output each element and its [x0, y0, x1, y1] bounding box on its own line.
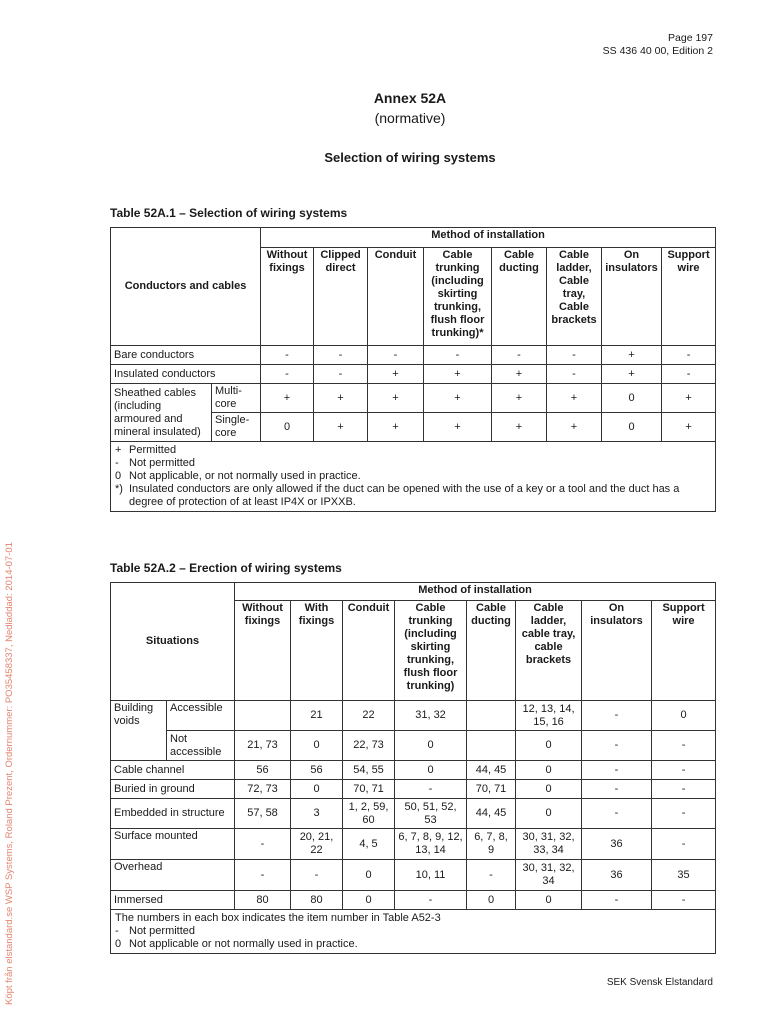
table-cell: 1, 2, 59, 60	[343, 799, 395, 829]
table-cell: -	[582, 761, 652, 780]
note-line	[115, 444, 711, 457]
table1-row-header: Conductors and cables	[111, 228, 261, 346]
table-cell: 0	[602, 413, 662, 442]
table-cell: 0	[516, 780, 582, 799]
table-cell: -	[582, 891, 652, 910]
note-text: Not permitted	[129, 925, 196, 937]
table-cell: 70, 71	[343, 780, 395, 799]
table-cell: -	[291, 860, 343, 891]
table-cell: -	[467, 860, 516, 891]
table-row	[111, 384, 716, 413]
row-label: Immersed	[111, 891, 235, 910]
table-row	[111, 731, 716, 761]
table-cell: -	[582, 799, 652, 829]
table2-col-header: On insulators	[582, 601, 652, 701]
table-row	[111, 780, 716, 799]
table-cell: -	[662, 346, 716, 365]
table-cell: 54, 55	[343, 761, 395, 780]
table-cell: 4, 5	[343, 829, 395, 860]
table-cell: +	[261, 384, 314, 413]
table-cell: -	[547, 346, 602, 365]
table-row	[111, 365, 716, 384]
note-symbol: 0	[115, 938, 122, 950]
note-text: Not applicable, or not normally used in practice.	[129, 470, 361, 482]
table2	[110, 582, 716, 954]
table-cell: 50, 51, 52, 53	[395, 799, 467, 829]
table-cell: -	[235, 860, 291, 891]
table-cell: 0	[291, 731, 343, 761]
table-cell: 56	[291, 761, 343, 780]
table-cell: +	[424, 365, 492, 384]
note-symbol: *)	[115, 483, 123, 495]
table2-col-header: Cable ducting	[467, 601, 516, 701]
table-cell: -	[582, 701, 652, 731]
table-cell: 10, 11	[395, 860, 467, 891]
row-label: Single-core	[212, 413, 261, 442]
table-cell: -	[582, 731, 652, 761]
table1-notes	[111, 442, 716, 512]
table-cell: 0	[261, 413, 314, 442]
table-cell: -	[314, 365, 368, 384]
table-cell: 70, 71	[467, 780, 516, 799]
annex-title: Annex 52A	[373, 90, 447, 106]
annex-subtitle: (normative)	[374, 110, 446, 126]
note-line	[115, 457, 711, 470]
table-cell: 0	[516, 761, 582, 780]
table2-col-header: Support wire	[652, 601, 716, 701]
table-cell: -	[547, 365, 602, 384]
table-cell: +	[547, 384, 602, 413]
table1-col-header: Cable ladder, Cable tray, Cable brackets	[547, 248, 602, 346]
table-cell: 80	[235, 891, 291, 910]
note-text: Insulated conductors are only allowed if the duct can be opened with the use of a key or a tool and the duct has a degree of protection of at least IP4X or IPXXB.	[129, 483, 680, 508]
table-cell: -	[261, 365, 314, 384]
table-cell: -	[368, 346, 424, 365]
table-cell: +	[662, 413, 716, 442]
table-cell: -	[235, 829, 291, 860]
table-cell	[235, 701, 291, 731]
table-cell: +	[368, 384, 424, 413]
table-cell: 31, 32	[395, 701, 467, 731]
table-cell: +	[602, 346, 662, 365]
table-cell: +	[424, 413, 492, 442]
table2-row-header: Situations	[111, 583, 235, 701]
table-cell: -	[652, 891, 716, 910]
note-line	[115, 470, 711, 483]
table-row	[111, 799, 716, 829]
table1-col-header: Cable ducting	[492, 248, 547, 346]
row-label: Bare conductors	[111, 346, 261, 365]
row-label: Accessible	[167, 701, 235, 731]
page-number: Page 197	[668, 32, 713, 44]
note-line	[115, 912, 711, 925]
table-cell: 20, 21, 22	[291, 829, 343, 860]
row-label: Overhead	[111, 860, 235, 891]
table1-col-header: Support wire	[662, 248, 716, 346]
table-cell: -	[652, 829, 716, 860]
table-cell: 0	[343, 891, 395, 910]
table-cell: -	[582, 780, 652, 799]
note-line	[115, 483, 711, 509]
table-cell: +	[314, 384, 368, 413]
row-label: Cable channel	[111, 761, 235, 780]
table-cell: 0	[467, 891, 516, 910]
table-cell: 72, 73	[235, 780, 291, 799]
table-cell: 30, 31, 32, 33, 34	[516, 829, 582, 860]
table-cell: +	[492, 384, 547, 413]
note-symbol: -	[115, 925, 119, 937]
standard-reference: SS 436 40 00, Edition 2	[602, 45, 713, 57]
table-cell: -	[652, 799, 716, 829]
group-label: Sheathed cables (including armoured and mineral insulated)	[111, 384, 212, 442]
group-label: Building voids	[111, 701, 167, 761]
table1-col-header: Cable trunking (including skirting trunking, flush floor trunking)*	[424, 248, 492, 346]
table-notes-row	[111, 910, 716, 954]
section-title: Selection of wiring systems	[324, 150, 496, 165]
table-cell: 22, 73	[343, 731, 395, 761]
table-cell: 22	[343, 701, 395, 731]
table2-method-header: Method of installation	[235, 583, 716, 601]
table-cell: +	[314, 413, 368, 442]
table-cell	[467, 701, 516, 731]
table-cell: +	[368, 413, 424, 442]
table-cell: +	[602, 365, 662, 384]
table-cell: -	[261, 346, 314, 365]
purchase-stamp: Köpt från elstandard.se WSP Systems, Roland Prezent, Ordernummer: PO35458337, Nedladdad: 2014-07-01	[4, 542, 15, 1005]
table1-col-header: On insulators	[602, 248, 662, 346]
table-cell: -	[662, 365, 716, 384]
table1-col-header: Without fixings	[261, 248, 314, 346]
note-symbol: +	[115, 444, 122, 456]
table2-notes	[111, 910, 716, 954]
table-cell: 0	[516, 731, 582, 761]
table2-col-header: Without fixings	[235, 601, 291, 701]
note-text: The numbers in each box indicates the item number in Table A52-3	[115, 912, 441, 924]
row-label: Multi-core	[212, 384, 261, 413]
table-cell: -	[395, 891, 467, 910]
table-cell: +	[547, 413, 602, 442]
table1	[110, 227, 716, 512]
table2-col-header: Cable trunking (including skirting trunking, flush floor trunking)	[395, 601, 467, 701]
table-cell: 35	[652, 860, 716, 891]
table-row	[111, 701, 716, 731]
table-cell: 0	[291, 780, 343, 799]
table1-col-header: Conduit	[368, 248, 424, 346]
table-row	[111, 346, 716, 365]
row-label: Surface mounted	[111, 829, 235, 860]
table-cell: 80	[291, 891, 343, 910]
table-row	[111, 891, 716, 910]
table-cell: 0	[516, 891, 582, 910]
table-cell: -	[395, 780, 467, 799]
table-cell: -	[652, 731, 716, 761]
row-label: Not accessible	[167, 731, 235, 761]
note-text: Not applicable or not normally used in practice.	[129, 938, 358, 950]
table-cell: 57, 58	[235, 799, 291, 829]
table1-caption: Table 52A.1 – Selection of wiring systems	[110, 206, 348, 220]
table-cell: -	[314, 346, 368, 365]
table2-caption: Table 52A.2 – Erection of wiring systems	[110, 561, 342, 575]
row-label: Insulated conductors	[111, 365, 261, 384]
table-cell: -	[652, 780, 716, 799]
table-cell: 56	[235, 761, 291, 780]
table-cell: 3	[291, 799, 343, 829]
table2-col-header: With fixings	[291, 601, 343, 701]
table-cell: 12, 13, 14, 15, 16	[516, 701, 582, 731]
table-cell: 0	[516, 799, 582, 829]
note-symbol: 0	[115, 470, 122, 482]
table-cell: -	[652, 761, 716, 780]
page-header	[603, 32, 713, 58]
table-cell: +	[492, 413, 547, 442]
table-cell: 0	[602, 384, 662, 413]
table-notes-row	[111, 442, 716, 512]
table-row	[111, 829, 716, 860]
note-symbol: -	[115, 457, 119, 469]
note-line	[115, 925, 711, 938]
table-cell	[467, 731, 516, 761]
row-label: Buried in ground	[111, 780, 235, 799]
note-text: Permitted	[129, 444, 177, 456]
table-cell: 0	[395, 761, 467, 780]
table1-col-header: Clipped direct	[314, 248, 368, 346]
table2-col-header: Conduit	[343, 601, 395, 701]
table-cell: -	[424, 346, 492, 365]
table-cell: -	[492, 346, 547, 365]
table-cell: +	[424, 384, 492, 413]
table-cell: 44, 45	[467, 761, 516, 780]
table-row	[111, 761, 716, 780]
table-cell: 6, 7, 8, 9	[467, 829, 516, 860]
footer-publisher: SEK Svensk Elstandard	[606, 977, 713, 988]
table-cell: 6, 7, 8, 9, 12, 13, 14	[395, 829, 467, 860]
table-cell: 21	[291, 701, 343, 731]
table2-col-header: Cable ladder, cable tray, cable brackets	[516, 601, 582, 701]
table-cell: +	[368, 365, 424, 384]
table-cell: 30, 31, 32, 34	[516, 860, 582, 891]
table-cell: 36	[582, 860, 652, 891]
table1-method-header: Method of installation	[261, 228, 716, 248]
table-row	[111, 860, 716, 891]
table-cell: 44, 45	[467, 799, 516, 829]
table-cell: +	[492, 365, 547, 384]
note-text: Not permitted	[129, 457, 196, 469]
table-cell: +	[662, 384, 716, 413]
note-line	[115, 938, 711, 951]
row-label: Embedded in structure	[111, 799, 235, 829]
table-cell: 0	[652, 701, 716, 731]
table-cell: 0	[395, 731, 467, 761]
table-cell: 21, 73	[235, 731, 291, 761]
table-cell: 36	[582, 829, 652, 860]
table-cell: 0	[343, 860, 395, 891]
